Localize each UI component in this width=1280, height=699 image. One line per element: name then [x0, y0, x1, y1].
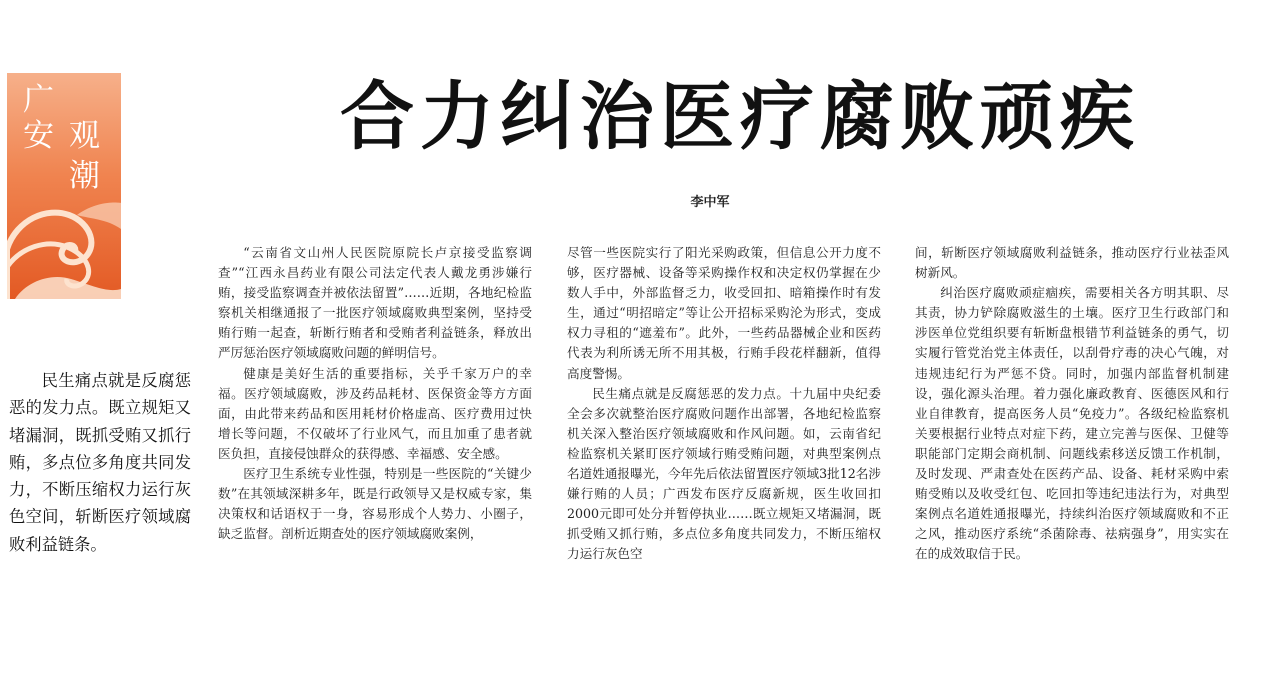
article-paragraph: 纠治医疗腐败顽症痼疾，需要相关各方明其职、尽其责，协力铲除腐败滋生的土壤。医疗卫生行政部门和涉医单位党组织要有斩断盘根错节利益链条的勇气，切实履行管党治党主体责任，以刮骨疗毒的决心气魄，对违规违纪行为严惩不贷。同时，加强内部监督机制建设，强化源头治理。着力强化廉政教育、医德医风和行业自律教育，提高医务人员“免疫力”。各级纪检监察机关要根据行业特点对症下药，建立完善与医保、卫健等职能部门定期会商机制、问题线索移送反馈工作机制，及时发现、严肃查处在医药产品、设备、耗材采购中索贿受贿以及收受红包、吃回扣等违纪违法行为，对典型案例点名道姓通报曝光，持续纠治医疗领域腐败和不正之风，推动医疗系统“杀菌除毒、祛病强身”，用实实在在的成效取信于民。	[915, 285, 1229, 562]
column-logo	[7, 73, 121, 299]
article-column-3	[915, 243, 1229, 565]
headline: 合力纠治医疗腐败顽疾	[340, 74, 1140, 160]
logo-char-3: 观	[69, 118, 100, 154]
article-paragraph: “云南省文山州人民医院原院长卢京接受监察调查”“江西永昌药业有限公司法定代表人戴龙勇涉嫌行贿，接受监察调查并被依法留置”……近期，各地纪检监察机关相继通报了一批医疗领域腐败典型案例，坚持受贿行贿一起查，斩断行贿者和受贿者利益链条，释放出严厉惩治医疗领域腐败问题的鲜明信号。	[218, 245, 532, 361]
article-paragraph: 尽管一些医院实行了阳光采购政策，但信息公开力度不够，医疗器械、设备等采购操作权和决定权仍掌握在少数人手中，外部监督乏力，收受回扣、暗箱操作时有发生，通过“明招暗定”等让公开招标采购沦为形式，变成权力寻租的“遮羞布”。此外，一些药品器械企业和医药代表为利所诱无所不用其极，行贿手段花样翻新，值得高度警惕。	[567, 245, 881, 381]
article-column-1	[218, 243, 532, 544]
author-byline: 李中军	[690, 195, 730, 210]
article-column-2	[567, 243, 881, 565]
pull-quote-text: 民生痛点就是反腐惩恶的发力点。既立规矩又堵漏洞，既抓受贿又抓行贿，多点位多角度共同发力，不断压缩权力运行灰色空间，斩断医疗领域腐败利益链条。	[9, 371, 191, 554]
logo-char-1: 广	[23, 82, 54, 118]
pull-quote	[9, 367, 191, 558]
wave-icon	[7, 189, 121, 299]
article-paragraph: 民生痛点就是反腐惩恶的发力点。十九届中央纪委全会多次就整治医疗腐败问题作出部署，各地纪检监察机关深入整治医疗领域腐败和作风问题。如，云南省纪检监察机关紧盯医疗领域行贿受贿问题，对典型案例点名道姓通报曝光，今年先后依法留置医疗领域3批12名涉嫌行贿的人员；广西发布医疗反腐新规，医生收回扣2000元即可处分并暂停执业……既立规矩又堵漏洞，既抓受贿又抓行贿，多点位多角度共同发力，不断压缩权力运行灰色空	[567, 385, 881, 562]
article-paragraph: 健康是美好生活的重要指标，关乎千家万户的幸福。医疗领域腐败，涉及药品耗材、医保资金等方方面面，由此带来药品和医用耗材价格虚高、医疗费用过快增长等问题，不仅破坏了行业风气，而且加重了患者就医负担，直接侵蚀群众的获得感、幸福感、安全感。	[218, 365, 532, 461]
logo-char-2: 安	[23, 118, 54, 154]
article-paragraph: 间，斩断医疗领域腐败利益链条，推动医疗行业祛歪风树新风。	[915, 245, 1229, 281]
article-paragraph: 医疗卫生系统专业性强，特别是一些医院的“关键少数”在其领域深耕多年，既是行政领导又是权威专家，集决策权和话语权于一身，容易形成个人势力、小圈子，缺乏监督。剖析近期查处的医疗领域腐败案例，	[218, 466, 532, 542]
logo-char-4: 潮	[69, 158, 100, 194]
